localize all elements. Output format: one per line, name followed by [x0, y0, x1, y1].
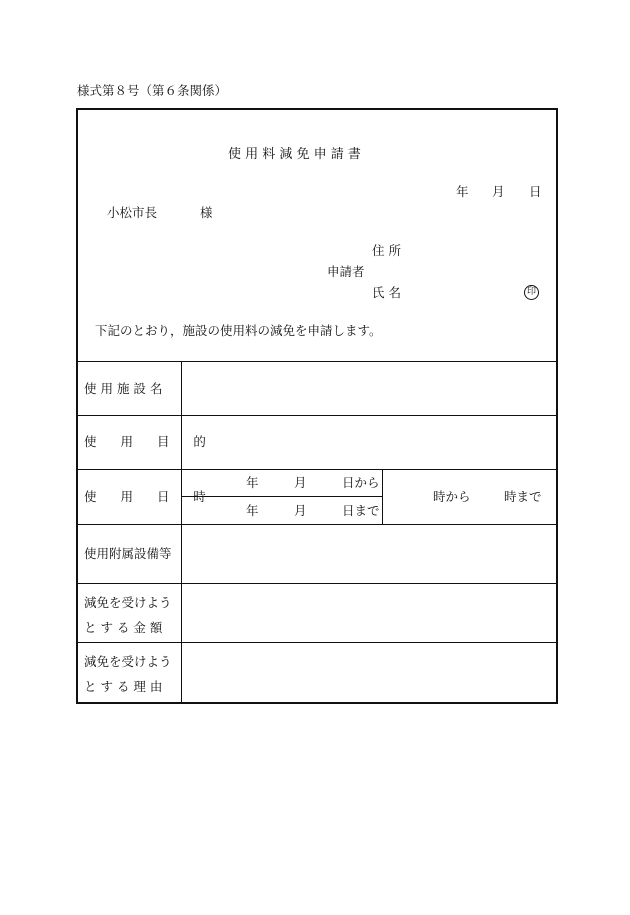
- date-day-label: 日: [529, 184, 542, 199]
- facility-name-cell[interactable]: [183, 362, 555, 414]
- date-year-label: 年: [456, 184, 469, 199]
- label-purpose: 使 用 目 的: [84, 434, 216, 449]
- label-reason-line2: と す る 理 由: [84, 679, 163, 694]
- label-amount-line1: 減免を受けよう: [84, 595, 172, 610]
- form-title: 使 用 料 減 免 申 請 書: [228, 147, 361, 162]
- from-day-label: 日から: [342, 475, 380, 490]
- datetime-column-divider: [382, 469, 383, 524]
- from-month-label: 月: [294, 475, 307, 490]
- label-facility-name: 使 用 施 設 名: [84, 381, 163, 396]
- purpose-cell[interactable]: [183, 416, 555, 468]
- to-year-label: 年: [246, 503, 259, 518]
- from-year-label: 年: [246, 475, 259, 490]
- to-day-label: 日まで: [342, 503, 380, 518]
- applicant-name-label: 氏 名: [372, 285, 401, 300]
- addressee-name: 小松市長: [107, 205, 158, 220]
- equipment-cell[interactable]: [183, 525, 555, 582]
- to-time-label: 時まで: [504, 489, 542, 504]
- addressee-honorific: 様: [200, 205, 213, 220]
- label-datetime: 使 用 日 時: [84, 489, 216, 504]
- label-column-divider: [181, 361, 182, 702]
- reason-cell[interactable]: [183, 643, 555, 700]
- form-number: 様式第８号（第６条関係）: [77, 83, 228, 98]
- to-month-label: 月: [294, 503, 307, 518]
- applicant-label: 申請者: [327, 264, 365, 279]
- row-divider: [78, 469, 556, 470]
- label-reason-line1: 減免を受けよう: [84, 654, 172, 669]
- amount-cell[interactable]: [183, 584, 555, 641]
- date-month-label: 月: [492, 184, 505, 199]
- label-amount-line2: と す る 金 額: [84, 620, 163, 635]
- seal-mark-icon: 印: [524, 285, 539, 300]
- application-statement: 下記のとおり，施設の使用料の減免を申請します。: [95, 323, 382, 338]
- from-time-label: 時から: [433, 489, 471, 504]
- application-form: [76, 108, 558, 704]
- label-equipment: 使用附属設備等: [84, 546, 172, 561]
- applicant-address-label: 住 所: [372, 243, 401, 258]
